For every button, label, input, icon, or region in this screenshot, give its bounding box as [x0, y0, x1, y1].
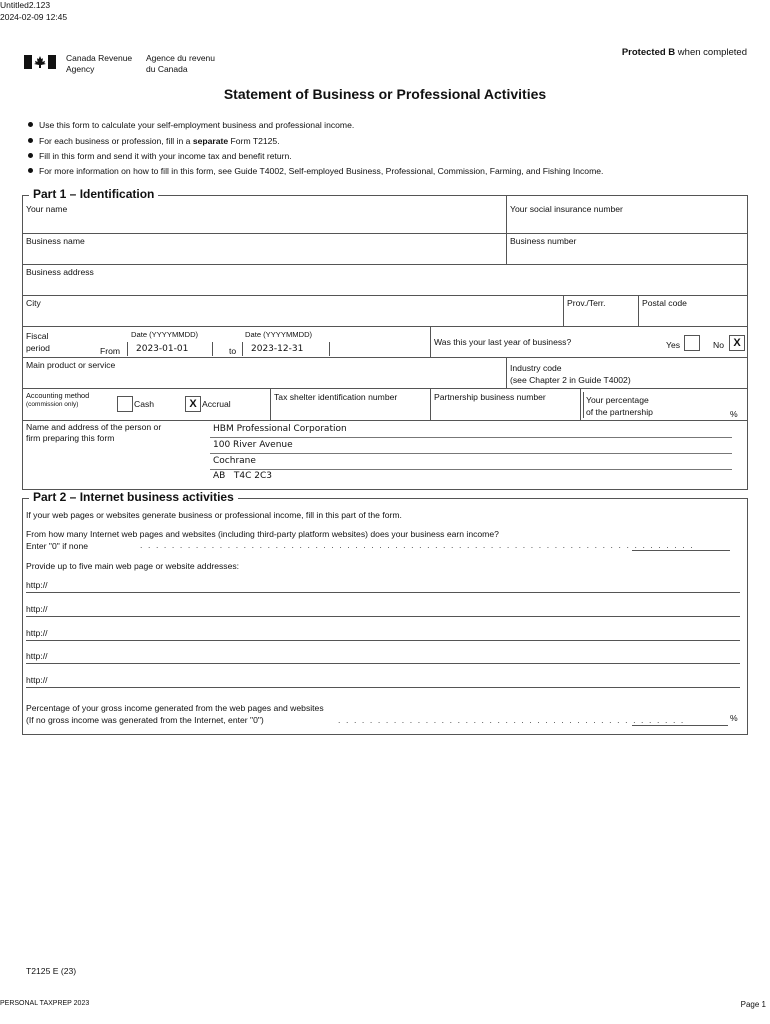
cash-label: Cash: [134, 399, 155, 409]
internet-income-pct-input[interactable]: [632, 713, 728, 726]
percent-sign: %: [730, 713, 738, 723]
instruction-bullet: Use this form to calculate your self-employment business and professional income.: [28, 120, 354, 130]
instruction-bullet: For more information on how to fill in this form, see Guide T4002, Self-employed Business, Professional, Commission, Farming, and Fishing Income.: [28, 166, 603, 176]
business-name-label: Business name: [26, 236, 85, 246]
website-url-input-1[interactable]: http://: [26, 580, 740, 593]
part2-intro: If your web pages or websites generate business or professional income, fill in this part of the form.: [26, 510, 402, 520]
prov-input[interactable]: [565, 309, 636, 325]
agency-name-fr: Agence du revenu du Canada: [146, 53, 215, 74]
internet-income-pct-hint: (If no gross income was generated from the Internet, enter "0"): [26, 715, 264, 725]
websites-count-question: From how many Internet web pages and websites (including third-party platform websites) does your business earn income?: [26, 529, 499, 539]
tax-shelter-label: Tax shelter identification number: [274, 392, 398, 402]
postal-code-input[interactable]: [640, 309, 745, 325]
partnership-bn-label: Partnership business number: [434, 392, 546, 402]
preparer-prov-postal-input[interactable]: AB T4C 2C3: [213, 471, 273, 481]
canada-flag-icon: [24, 55, 56, 69]
yes-label: Yes: [666, 340, 681, 350]
form-title: Statement of Business or Professional Activities: [223, 86, 547, 102]
preparer-city-input[interactable]: Cochrane: [210, 454, 732, 470]
accrual-label: Accrual: [202, 399, 231, 409]
page-number: Page 1: [740, 1000, 766, 1009]
business-address-input[interactable]: [23, 278, 745, 294]
city-label: City: [26, 298, 41, 308]
business-number-label: Business number: [510, 236, 577, 246]
instruction-bullet: Fill in this form and send it with your income tax and benefit return.: [28, 151, 292, 161]
protected-b-notice: Protected B when completed: [621, 47, 747, 58]
last-year-question: Was this your last year of business?: [434, 337, 572, 347]
from-label: From: [100, 346, 121, 356]
websites-count-input[interactable]: [632, 538, 730, 551]
internet-income-pct-label: Percentage of your gross income generated from the web pages and websites: [26, 703, 324, 713]
no-label: No: [713, 340, 724, 350]
fiscal-period-label: Fiscal period: [26, 331, 50, 353]
instruction-bullet: For each business or profession, fill in a separate Form T2125.: [28, 136, 280, 146]
document-datetime: 2024-02-09 12:45: [0, 12, 68, 22]
business-name-input[interactable]: [23, 247, 505, 263]
preparer-label: Name and address of the person or firm preparing this form: [26, 422, 162, 443]
websites-count-hint: Enter "0" if none: [26, 541, 88, 551]
sin-input[interactable]: [508, 216, 745, 232]
provide-addresses-label: Provide up to five main web page or website addresses:: [26, 561, 240, 571]
postal-code-label: Postal code: [642, 298, 687, 308]
your-name-label: Your name: [26, 204, 68, 214]
website-url-input-3[interactable]: http://: [26, 628, 740, 641]
preparer-street-input[interactable]: 100 River Avenue: [210, 438, 732, 454]
last-year-no-checkbox[interactable]: X: [729, 335, 745, 351]
main-product-label: Main product or service: [26, 360, 116, 370]
industry-code-label: Industry code (see Chapter 2 in Guide T4002): [510, 363, 631, 385]
software-name: PERSONAL TAXPREP 2023: [0, 1000, 90, 1007]
website-url-input-5[interactable]: http://: [26, 675, 740, 688]
agency-name-en: Canada Revenue Agency: [66, 53, 133, 74]
accrual-checkbox[interactable]: X: [185, 396, 201, 412]
preparer-name-input[interactable]: HBM Professional Corporation: [210, 422, 732, 438]
percent-sign: %: [730, 409, 738, 419]
business-number-input[interactable]: [508, 247, 745, 263]
to-date-format-label: Date (YYYYMMDD): [245, 330, 313, 339]
last-year-yes-checkbox[interactable]: [684, 335, 700, 351]
main-product-input[interactable]: [23, 371, 505, 387]
part1-title: Part 1 – Identification: [29, 187, 158, 201]
city-input[interactable]: [23, 309, 561, 325]
from-date-format-label: Date (YYYYMMDD): [131, 330, 199, 339]
to-label: to: [229, 346, 237, 356]
part2-title: Part 2 – Internet business activities: [29, 490, 238, 504]
form-code: T2125 E (23): [26, 966, 77, 976]
sin-label: Your social insurance number: [510, 204, 623, 214]
prov-label: Prov./Terr.: [567, 298, 606, 308]
fiscal-from-input[interactable]: 2023-01-01: [127, 342, 213, 356]
your-name-input[interactable]: [23, 216, 505, 232]
website-url-input-2[interactable]: http://: [26, 604, 740, 617]
partnership-percentage-label: Your percentage of the partnership: [586, 395, 653, 417]
fiscal-to-input[interactable]: 2023-12-31: [242, 342, 330, 356]
document-name: Untitled2.123: [0, 0, 51, 10]
business-address-label: Business address: [26, 267, 94, 277]
accounting-method-label: Accounting method (commission only): [26, 391, 90, 408]
website-url-input-4[interactable]: http://: [26, 651, 740, 664]
cash-checkbox[interactable]: [117, 396, 133, 412]
